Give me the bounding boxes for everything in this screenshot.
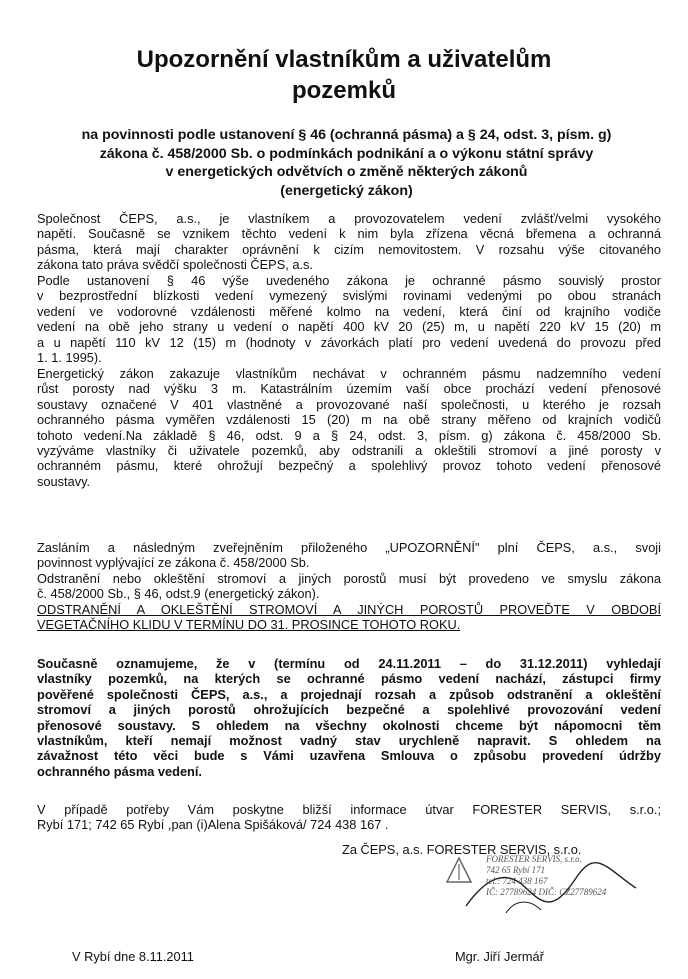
text-line: Podle ustanovení § 46 výše uvedeného zákona je ochranné pásmo souvislý prostor xyxy=(37,273,661,288)
stamp-line: 742 65 Rybí 171 xyxy=(486,865,546,875)
paragraph-removal-requirement xyxy=(37,571,661,602)
text-line: v bezprostřední blízkosti vedení vymezený svislými rovinami vedenými po obou stranách xyxy=(37,288,661,304)
text-line: Současně oznamujeme, že v (termínu od 24.11.2011 – do 31.12.2011) vyhledají xyxy=(37,656,661,671)
text-line: Společnost ČEPS, a.s., je vlastníkem a provozovatelem vedení zvlášť/velmi vysokého xyxy=(37,211,661,226)
text-line: Odstranění nebo okleštění stromoví a jiných porostů musí být provedeno ve smyslu zákona xyxy=(37,571,661,586)
place-and-date: V Rybí dne 8.11.2011 xyxy=(72,949,194,964)
text-line: závažnost této věci bude s Vámi uzavřena Smlouva o způsobu provedení údržby xyxy=(37,748,661,764)
text-line: VEGETAČNÍHO KLIDU V TERMÍNU DO 31. PROSINCE TOHOTO ROKU. xyxy=(37,617,461,633)
title-line-1: Upozornění vlastníkům a uživatelům xyxy=(136,46,552,73)
text-line: ODSTRANĚNÍ A OKLEŠTĚNÍ STROMOVÍ A JINÝCH POROSTŮ PROVEĎTE V OBDOBÍ xyxy=(37,602,661,617)
subtitle-line-3: v energetických odvětvích o změně některých zákonů xyxy=(165,164,528,180)
paragraph-ownership xyxy=(37,211,661,273)
signature-company: Za ČEPS, a.s. FORESTER SERVIS, s.r.o. xyxy=(342,842,582,857)
text-line: ochranném pásmu, které ohrožují bezpečný a spolehlivý provoz tohoto vedení přenosové xyxy=(37,458,661,474)
signer-name: Mgr. Jiří Jermář xyxy=(455,949,544,964)
text-line: napětí. Současně se vznikem těchto vedení k nim byla zřízena věcná břemena a ochranná xyxy=(37,226,661,242)
paragraph-contact-info xyxy=(37,802,661,833)
text-line: povinnost vyplývající ze zákona č. 458/2000 Sb. xyxy=(37,555,310,571)
text-line: vlastníky pozemků, na kterých se ochranné pásmo vedení nachází, zástupci firmy xyxy=(37,671,661,687)
text-line: Zasláním a následným zveřejněním přiloženého „UPOZORNĚNÍ" plní ČEPS, a.s., svoji xyxy=(37,540,661,555)
document-subtitle xyxy=(60,126,633,200)
subtitle-line-2: zákona č. 458/2000 Sb. o podmínkách podnikání a o výkonu státní správy xyxy=(99,145,594,162)
text-line: ochranného pásma vyměřen vzdálenosti 15 (20) m na obě strany měřeno od krajních vodičů xyxy=(37,412,661,428)
text-line: vedení ve vodorovné vzdálenosti měřené kolmo na vedení, která činí od krajního vodiče xyxy=(37,303,661,319)
text-line: Energetický zákon zakazuje vlastníkům nechávat v ochranném pásmu nadzemního vedení xyxy=(37,366,661,381)
text-line: vyzýváme vlastníky či uživatele pozemků, aby odstranili a okleštili stromoví a jiné porosty v xyxy=(37,443,661,459)
text-line: a u napětí 110 kV 12 (15) m (hodnoty v závorkách platí pro vedení uvedená do provozu před xyxy=(37,334,661,350)
text-line: přenosové soustavy. S ohledem na všechny okolnosti chceme být nápomocni těm xyxy=(37,717,661,733)
text-line: vlastníkům, kteří nemají možnost vadný stav urychleně napravit. S ohledem na xyxy=(37,733,661,749)
text-line: V případě potřeby Vám poskytne bližší informace útvar FORESTER SERVIS, s.r.o.; xyxy=(37,802,661,817)
stamp-line: IČ: 27789624 DIČ: CZ27789624 xyxy=(486,887,607,897)
paragraph-deadline-notice xyxy=(37,602,661,633)
text-line: č. 458/2000 Sb., § 46, odst.9 (energetický zákon). xyxy=(37,586,320,602)
stamp-line: tel.: 724 438 167 xyxy=(486,876,548,886)
paragraph-energy-law xyxy=(37,366,661,489)
document-title xyxy=(40,44,648,106)
subtitle-line-4: (energetický zákon) xyxy=(280,182,413,199)
text-line: zákona tato práva svědčí společnosti ČEPS, a.s. xyxy=(37,257,313,273)
handwritten-signature xyxy=(446,858,646,918)
text-line: ochranného pásma vedení. xyxy=(37,763,202,779)
title-line-2: pozemků xyxy=(291,77,396,104)
text-line: soustavy. xyxy=(37,473,91,489)
paragraph-announcement xyxy=(37,656,661,779)
text-line: soustavy označené V 401 vlastněné a provozované naší společnosti, u kterého je rozsah xyxy=(37,396,661,412)
paragraph-protection-zone xyxy=(37,273,661,365)
text-line: růst porosty nad výšku 3 m. Katastrálním územím vaší obce prochází vedení přenosové xyxy=(37,381,661,397)
text-line: vedení na obě jeho strany u vedení o napětí 400 kV 20 (25) m, u napětí 220 kV 15 (20) m xyxy=(37,319,661,335)
text-line: stromoví a jiných porostů ohrožujících bezpečné a spolehlivé provozování vedení xyxy=(37,702,661,718)
subtitle-line-1: na povinnosti podle ustanovení § 46 (ochranná pásma) a § 24, odst. 3, písm. g) xyxy=(81,127,612,143)
text-line: Rybí 171; 742 65 Rybí ,pan (i)Alena Spišáková/ 724 438 167 . xyxy=(37,817,389,833)
company-stamp xyxy=(436,854,648,922)
stamp-line: FORESTER SERVIS, s.r.o. xyxy=(486,854,582,864)
text-line: tohoto vedení.Na základě § 46, odst. 9 a § 24, odst. 3, písm. g) zákona č. 458/2000 Sb. xyxy=(37,427,661,443)
text-line: pásma, která mají charakter oprávnění k cizím nemovitostem. V rozsahu výše citovaného xyxy=(37,241,661,257)
text-line: pověřené společnosti ČEPS, a.s., a projednají rozsah a způsob odstranění a okleštění xyxy=(37,686,661,702)
text-line: 1. 1. 1995). xyxy=(37,350,102,366)
paragraph-notice-obligation xyxy=(37,540,661,571)
